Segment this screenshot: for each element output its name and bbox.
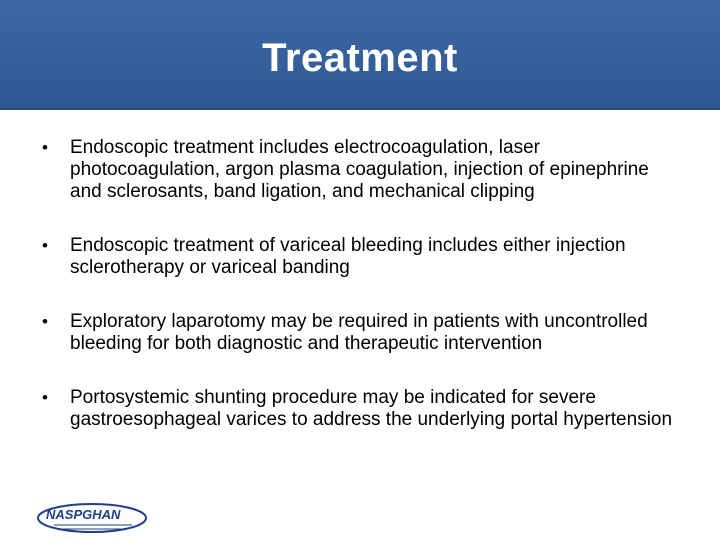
slide-title: Treatment xyxy=(262,36,458,80)
bullet-list xyxy=(42,137,682,463)
bullet-marker: • xyxy=(42,236,48,255)
bullet-text: Endoscopic treatment of variceal bleeding includes either injection sclerotherapy or variceal banding xyxy=(70,235,626,278)
naspghan-logo-icon xyxy=(36,500,148,536)
bullet-marker: • xyxy=(42,312,48,331)
bullet-text: Exploratory laparotomy may be required in patients with uncontrolled bleeding for both diagnostic and therapeutic intervention xyxy=(70,311,648,354)
title-bar xyxy=(0,0,720,110)
bullet-item xyxy=(42,311,682,355)
bullet-text: Portosystemic shunting procedure may be indicated for severe gastroesophageal varices to address the underlying portal hypertension xyxy=(70,387,673,430)
bullet-item xyxy=(42,137,682,203)
bullet-item xyxy=(42,387,682,431)
bullet-marker: • xyxy=(42,388,48,407)
bullet-text: Endoscopic treatment includes electrocoagulation, laser photocoagulation, argon plasma coagulation, injection of epinephrine and sclerosants, band ligation, and mechanical clipping xyxy=(70,137,649,202)
naspghan-logo xyxy=(36,500,148,536)
bullet-marker: • xyxy=(42,138,48,157)
logo-text: NASPGHAN xyxy=(46,507,121,522)
bullet-item xyxy=(42,235,682,279)
